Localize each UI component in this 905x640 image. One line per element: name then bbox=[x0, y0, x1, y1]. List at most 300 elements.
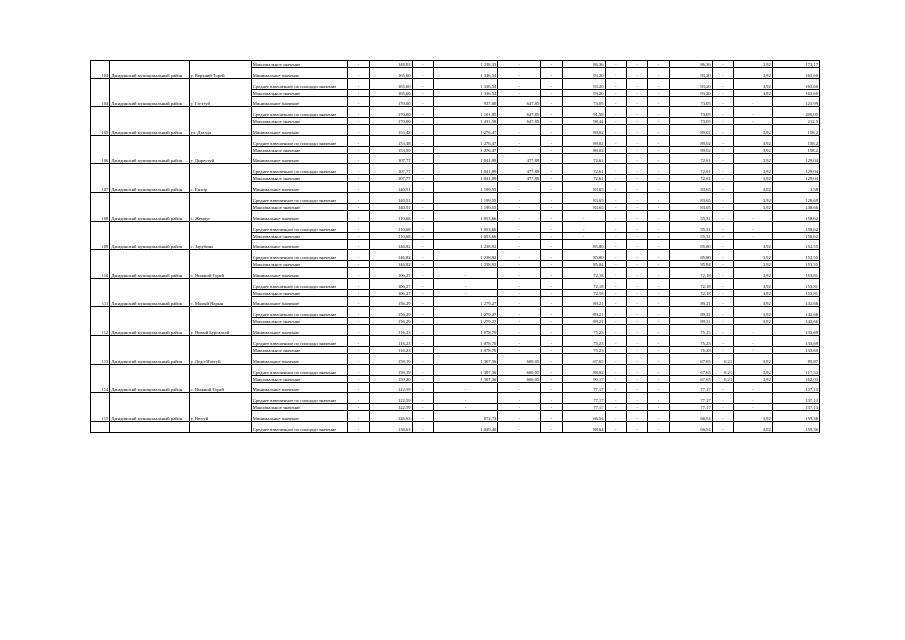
district-cell: Джидинский муниципальный район bbox=[110, 182, 189, 193]
value-cell-14: 162,03 bbox=[772, 375, 819, 382]
value-cell-8: - bbox=[605, 261, 626, 268]
value-cell-13: - bbox=[734, 393, 773, 404]
value-cell-9: - bbox=[626, 289, 647, 296]
value-cell-2: 116,23 bbox=[369, 325, 412, 336]
value-cell-5: 600,05 bbox=[498, 364, 541, 375]
settlement-cell bbox=[189, 261, 251, 268]
table-row bbox=[91, 393, 820, 404]
value-type-cell: Минимальное значение bbox=[251, 125, 347, 136]
value-cell-3: - bbox=[412, 346, 433, 353]
value-cell-5: - bbox=[498, 289, 541, 296]
value-cell-7: 72,18 bbox=[562, 278, 605, 289]
value-cell-13: 3,92 bbox=[734, 296, 773, 307]
value-cell-8: - bbox=[605, 164, 626, 175]
value-cell-3: - bbox=[412, 421, 433, 432]
table-row bbox=[91, 232, 820, 239]
value-cell-9: - bbox=[626, 68, 647, 79]
value-cell-8: - bbox=[605, 61, 626, 68]
district-cell bbox=[110, 107, 189, 118]
value-cell-9: - bbox=[626, 261, 647, 268]
value-cell-8: - bbox=[605, 411, 626, 422]
value-cell-9: - bbox=[626, 203, 647, 210]
value-cell-5: - bbox=[498, 325, 541, 336]
value-cell-6: - bbox=[541, 382, 562, 393]
value-cell-9: - bbox=[626, 278, 647, 289]
value-cell-14: 133,69 bbox=[772, 346, 819, 353]
value-cell-4: - bbox=[434, 393, 498, 404]
value-cell-9: - bbox=[626, 107, 647, 118]
row-number-cell: 109 bbox=[91, 239, 110, 250]
table-row bbox=[91, 261, 820, 268]
row-number-cell: 107 bbox=[91, 182, 110, 193]
value-cell-3: - bbox=[412, 175, 433, 182]
value-cell-1: - bbox=[348, 318, 369, 325]
value-cell-6: - bbox=[541, 221, 562, 232]
value-cell-4: 1 238,33 bbox=[434, 61, 498, 68]
value-cell-13: 3,92 bbox=[734, 61, 773, 68]
value-cell-2: 116,23 bbox=[369, 346, 412, 353]
row-number-cell bbox=[91, 307, 110, 318]
value-cell-4: 1 238,92 bbox=[434, 239, 498, 250]
value-cell-11: 75,23 bbox=[669, 325, 712, 336]
value-cell-3: - bbox=[412, 375, 433, 382]
value-cell-9: - bbox=[626, 335, 647, 346]
value-cell-13: 3,92 bbox=[734, 192, 773, 203]
value-cell-6: - bbox=[541, 232, 562, 239]
value-cell-9: - bbox=[626, 250, 647, 261]
value-cell-3: - bbox=[412, 221, 433, 232]
value-cell-8: - bbox=[605, 382, 626, 393]
value-cell-10: - bbox=[648, 239, 669, 250]
value-cell-10: - bbox=[648, 421, 669, 432]
value-cell-13: 3,92 bbox=[734, 411, 773, 422]
value-cell-7: 89,21 bbox=[562, 318, 605, 325]
value-cell-12: - bbox=[712, 335, 733, 346]
value-cell-13: - bbox=[734, 232, 773, 239]
value-cell-4: 1 276,47 bbox=[434, 146, 498, 153]
value-cell-2: 140,51 bbox=[369, 192, 412, 203]
value-cell-6: - bbox=[541, 354, 562, 365]
value-cell-4: 1 041,89 bbox=[434, 164, 498, 175]
value-cell-6: - bbox=[541, 375, 562, 382]
value-cell-12: - bbox=[712, 135, 733, 146]
table-row bbox=[91, 118, 820, 125]
value-cell-10: - bbox=[648, 296, 669, 307]
value-cell-14: 209,05 bbox=[772, 107, 819, 118]
value-cell-8: - bbox=[605, 78, 626, 89]
value-cell-4: 1 053,66 bbox=[434, 211, 498, 222]
value-cell-1: - bbox=[348, 203, 369, 210]
settlement-cell bbox=[189, 250, 251, 261]
value-cell-12: - bbox=[712, 289, 733, 296]
value-cell-10: - bbox=[648, 107, 669, 118]
row-number-cell bbox=[91, 232, 110, 239]
value-cell-2: 170,00 bbox=[369, 107, 412, 118]
value-cell-7: 83,65 bbox=[562, 203, 605, 210]
value-cell-1: - bbox=[348, 382, 369, 393]
value-cell-10: - bbox=[648, 68, 669, 79]
settlement-cell bbox=[189, 307, 251, 318]
settlement-cell bbox=[189, 278, 251, 289]
value-cell-5: - bbox=[498, 250, 541, 261]
value-cell-12: - bbox=[712, 118, 733, 125]
value-cell-9: - bbox=[626, 393, 647, 404]
settlement-cell: у. Верхний Торей bbox=[189, 68, 251, 79]
value-cell-11: 77,17 bbox=[669, 382, 712, 393]
row-number-cell bbox=[91, 421, 110, 432]
value-cell-12: - bbox=[712, 296, 733, 307]
value-cell-1: - bbox=[348, 404, 369, 411]
value-type-cell: Максимальное значение bbox=[251, 261, 347, 268]
value-cell-9: - bbox=[626, 89, 647, 96]
value-cell-14: 158,62 bbox=[772, 211, 819, 222]
value-type-cell: Минимальное значение bbox=[251, 411, 347, 422]
settlement-cell: у. Гэгэтуй bbox=[189, 96, 251, 107]
value-type-cell: Минимальное значение bbox=[251, 182, 347, 193]
value-cell-7: 85,84 bbox=[562, 261, 605, 268]
table-row bbox=[91, 421, 820, 432]
value-cell-2: 122,59 bbox=[369, 404, 412, 411]
row-number-cell: 108 bbox=[91, 211, 110, 222]
value-cell-13: - bbox=[734, 107, 773, 118]
value-cell-1: - bbox=[348, 118, 369, 125]
value-cell-3: - bbox=[412, 335, 433, 346]
value-cell-4: 1 199,55 bbox=[434, 182, 498, 193]
value-cell-14: 158,2 bbox=[772, 135, 819, 146]
value-cell-14: 148,66 bbox=[772, 203, 819, 210]
value-cell-13: 3,92 bbox=[734, 307, 773, 318]
settlement-cell bbox=[189, 421, 251, 432]
value-cell-11: 67,65 bbox=[669, 375, 712, 382]
table-row bbox=[91, 96, 820, 107]
value-cell-7: 85,80 bbox=[562, 250, 605, 261]
value-cell-5: 600,05 bbox=[498, 354, 541, 365]
value-cell-13: - bbox=[734, 404, 773, 411]
value-cell-13: - bbox=[734, 221, 773, 232]
value-cell-9: - bbox=[626, 325, 647, 336]
table-row bbox=[91, 382, 820, 393]
value-cell-5: - bbox=[498, 382, 541, 393]
value-cell-10: - bbox=[648, 135, 669, 146]
district-cell: Джидинский муниципальный район bbox=[110, 354, 189, 365]
value-cell-8: - bbox=[605, 278, 626, 289]
district-cell bbox=[110, 175, 189, 182]
value-cell-12: - bbox=[712, 146, 733, 153]
value-cell-7: 72,61 bbox=[562, 164, 605, 175]
value-cell-5: 477,89 bbox=[498, 164, 541, 175]
value-cell-2: 156,29 bbox=[369, 296, 412, 307]
value-cell-6: - bbox=[541, 211, 562, 222]
row-number-cell: 112 bbox=[91, 325, 110, 336]
value-cell-11: 66,54 bbox=[669, 411, 712, 422]
value-cell-4: 1 307,36 bbox=[434, 364, 498, 375]
value-cell-14: 153,81 bbox=[772, 268, 819, 279]
value-cell-2: 140,51 bbox=[369, 182, 412, 193]
value-cell-10: - bbox=[648, 89, 669, 96]
value-cell-5: 600,05 bbox=[498, 375, 541, 382]
value-cell-10: - bbox=[648, 289, 669, 296]
value-cell-13: 3,92 bbox=[734, 364, 773, 375]
value-cell-11: 89,02 bbox=[669, 135, 712, 146]
district-cell bbox=[110, 89, 189, 96]
value-cell-12: - bbox=[712, 211, 733, 222]
value-cell-1: - bbox=[348, 192, 369, 203]
settlement-cell bbox=[189, 289, 251, 296]
value-cell-4: 1 041,89 bbox=[434, 175, 498, 182]
table-row bbox=[91, 211, 820, 222]
value-cell-11: 83,65 bbox=[669, 203, 712, 210]
row-number-cell: 115 bbox=[91, 411, 110, 422]
value-cell-8: - bbox=[605, 296, 626, 307]
value-cell-5: - bbox=[498, 278, 541, 289]
value-cell-3: - bbox=[412, 107, 433, 118]
table-row bbox=[91, 411, 820, 422]
table-row bbox=[91, 250, 820, 261]
value-cell-4: 1 307,36 bbox=[434, 354, 498, 365]
value-cell-3: - bbox=[412, 211, 433, 222]
value-cell-12: - bbox=[712, 89, 733, 96]
row-number-cell bbox=[91, 78, 110, 89]
value-cell-1: - bbox=[348, 289, 369, 296]
value-cell-14: 137,13 bbox=[772, 393, 819, 404]
table-row bbox=[91, 335, 820, 346]
value-cell-5: - bbox=[498, 211, 541, 222]
table-row bbox=[91, 182, 820, 193]
district-cell bbox=[110, 278, 189, 289]
value-cell-3: - bbox=[412, 278, 433, 289]
value-cell-6: - bbox=[541, 164, 562, 175]
row-number-cell bbox=[91, 164, 110, 175]
value-cell-12: - bbox=[712, 307, 733, 318]
value-cell-14: 158,2 bbox=[772, 146, 819, 153]
value-cell-12: - bbox=[712, 411, 733, 422]
settlement-cell bbox=[189, 232, 251, 239]
value-cell-3: - bbox=[412, 250, 433, 261]
value-cell-2: 110,68 bbox=[369, 232, 412, 239]
value-type-cell: Максимальное значение bbox=[251, 318, 347, 325]
value-cell-12: 0,21 bbox=[712, 364, 733, 375]
value-cell-4: 1 078,70 bbox=[434, 346, 498, 353]
value-cell-13: 3,92 bbox=[734, 89, 773, 96]
value-cell-8: - bbox=[605, 232, 626, 239]
value-cell-2: 106,27 bbox=[369, 289, 412, 296]
value-cell-2: 156,29 bbox=[369, 307, 412, 318]
value-cell-10: - bbox=[648, 325, 669, 336]
value-type-cell: Максимальное значение bbox=[251, 146, 347, 153]
table-row bbox=[91, 354, 820, 365]
value-cell-8: - bbox=[605, 221, 626, 232]
settlement-cell: у. Додо-Ичетуй bbox=[189, 354, 251, 365]
value-cell-1: - bbox=[348, 221, 369, 232]
value-cell-11: 85,80 bbox=[669, 239, 712, 250]
value-cell-5: - bbox=[498, 404, 541, 411]
settlement-cell: с. Нижний Торей bbox=[189, 382, 251, 393]
value-cell-1: - bbox=[348, 211, 369, 222]
value-cell-10: - bbox=[648, 335, 669, 346]
table-row bbox=[91, 307, 820, 318]
value-cell-10: - bbox=[648, 175, 669, 182]
value-cell-6: - bbox=[541, 192, 562, 203]
value-cell-5: - bbox=[498, 203, 541, 210]
row-number-cell bbox=[91, 289, 110, 296]
value-cell-5: - bbox=[498, 411, 541, 422]
row-number-cell: 110 bbox=[91, 268, 110, 279]
value-cell-6: - bbox=[541, 335, 562, 346]
value-cell-10: - bbox=[648, 232, 669, 239]
value-cell-13: - bbox=[734, 325, 773, 336]
value-cell-1: - bbox=[348, 250, 369, 261]
cadastral-value-table bbox=[90, 60, 820, 433]
value-cell-13: 3,92 bbox=[734, 261, 773, 268]
value-cell-13: 3,92 bbox=[734, 318, 773, 325]
value-cell-8: - bbox=[605, 192, 626, 203]
value-cell-8: - bbox=[605, 146, 626, 153]
value-cell-1: - bbox=[348, 146, 369, 153]
value-cell-9: - bbox=[626, 268, 647, 279]
value-cell-4: 1 238,92 bbox=[434, 250, 498, 261]
table-row bbox=[91, 239, 820, 250]
value-cell-10: - bbox=[648, 164, 669, 175]
district-cell bbox=[110, 421, 189, 432]
value-cell-14: 153,81 bbox=[772, 278, 819, 289]
district-cell bbox=[110, 250, 189, 261]
row-number-cell bbox=[91, 375, 110, 382]
value-cell-11: 75,23 bbox=[669, 335, 712, 346]
settlement-cell: у. Нюгуй bbox=[189, 411, 251, 422]
value-cell-4: 1 078,70 bbox=[434, 325, 498, 336]
value-cell-4: - bbox=[434, 278, 498, 289]
value-cell-6: - bbox=[541, 393, 562, 404]
value-cell-1: - bbox=[348, 393, 369, 404]
value-cell-12: - bbox=[712, 221, 733, 232]
row-number-cell bbox=[91, 118, 110, 125]
value-cell-3: - bbox=[412, 404, 433, 411]
district-cell bbox=[110, 261, 189, 268]
value-cell-8: - bbox=[605, 307, 626, 318]
district-cell bbox=[110, 375, 189, 382]
value-cell-8: - bbox=[605, 250, 626, 261]
value-cell-12: - bbox=[712, 232, 733, 239]
value-cell-4: 1 336,54 bbox=[434, 78, 498, 89]
value-cell-5: 477,89 bbox=[498, 175, 541, 182]
value-type-cell: Минимальное значение bbox=[251, 211, 347, 222]
document-sheet bbox=[90, 60, 820, 433]
value-cell-9: - bbox=[626, 382, 647, 393]
table-row bbox=[91, 153, 820, 164]
value-cell-11: 73,05 bbox=[669, 96, 712, 107]
value-cell-2: 146,82 bbox=[369, 239, 412, 250]
value-cell-6: - bbox=[541, 289, 562, 296]
value-cell-11: 72,61 bbox=[669, 153, 712, 164]
district-cell: Джидинский муниципальный район bbox=[110, 239, 189, 250]
value-type-cell: Максимальное значение bbox=[251, 118, 347, 125]
settlement-cell bbox=[189, 221, 251, 232]
value-type-cell: Среднее взвешенное по площади значение bbox=[251, 250, 347, 261]
settlement-cell bbox=[189, 89, 251, 96]
value-cell-14: 165,60 bbox=[772, 78, 819, 89]
value-cell-3: - bbox=[412, 68, 433, 79]
value-cell-1: - bbox=[348, 107, 369, 118]
table-row bbox=[91, 146, 820, 153]
value-cell-8: - bbox=[605, 125, 626, 136]
value-cell-7: 88,82 bbox=[562, 364, 605, 375]
table-row bbox=[91, 221, 820, 232]
district-cell bbox=[110, 393, 189, 404]
value-cell-7: 77,17 bbox=[562, 393, 605, 404]
value-cell-11: 75,23 bbox=[669, 346, 712, 353]
value-cell-4: 1 279,27 bbox=[434, 318, 498, 325]
value-type-cell: Максимальное значение bbox=[251, 404, 347, 411]
value-cell-9: - bbox=[626, 318, 647, 325]
settlement-cell bbox=[189, 118, 251, 125]
value-cell-13: 3,92 bbox=[734, 68, 773, 79]
settlement-cell: с. Нижний Торей bbox=[189, 268, 251, 279]
settlement-cell: с. Зарубино bbox=[189, 239, 251, 250]
value-cell-9: - bbox=[626, 346, 647, 353]
row-number-cell bbox=[91, 346, 110, 353]
value-cell-10: - bbox=[648, 261, 669, 268]
value-cell-8: - bbox=[605, 153, 626, 164]
value-type-cell: Минимальное значение bbox=[251, 325, 347, 336]
value-cell-1: - bbox=[348, 125, 369, 136]
value-cell-7: 77,17 bbox=[562, 382, 605, 393]
value-cell-14: 129,04 bbox=[772, 164, 819, 175]
value-type-cell: Максимальное значение bbox=[251, 89, 347, 96]
settlement-cell bbox=[189, 135, 251, 146]
value-cell-12: - bbox=[712, 421, 733, 432]
district-cell bbox=[110, 335, 189, 346]
value-cell-9: - bbox=[626, 364, 647, 375]
row-number-cell: 105 bbox=[91, 125, 110, 136]
settlement-cell bbox=[189, 78, 251, 89]
value-cell-5: - bbox=[498, 221, 541, 232]
table-row bbox=[91, 325, 820, 336]
value-cell-6: - bbox=[541, 325, 562, 336]
value-cell-10: - bbox=[648, 78, 669, 89]
value-cell-8: - bbox=[605, 375, 626, 382]
value-cell-9: - bbox=[626, 239, 647, 250]
value-cell-3: - bbox=[412, 146, 433, 153]
value-cell-3: - bbox=[412, 325, 433, 336]
value-cell-14: 173,17 bbox=[772, 61, 819, 68]
value-cell-6: - bbox=[541, 318, 562, 325]
value-cell-4: 1 041,89 bbox=[434, 153, 498, 164]
value-cell-5: - bbox=[498, 125, 541, 136]
value-cell-1: - bbox=[348, 239, 369, 250]
value-cell-9: - bbox=[626, 232, 647, 239]
table-row bbox=[91, 278, 820, 289]
value-cell-6: - bbox=[541, 135, 562, 146]
value-cell-13: 3,92 bbox=[734, 250, 773, 261]
value-cell-8: - bbox=[605, 135, 626, 146]
value-cell-13: - bbox=[734, 118, 773, 125]
settlement-cell bbox=[189, 146, 251, 153]
value-cell-4: 1 053,66 bbox=[434, 232, 498, 239]
district-cell bbox=[110, 203, 189, 210]
value-cell-1: - bbox=[348, 153, 369, 164]
district-cell: Джидинский муниципальный район bbox=[110, 411, 189, 422]
value-cell-3: - bbox=[412, 364, 433, 375]
value-cell-11: 89,02 bbox=[669, 125, 712, 136]
value-cell-1: - bbox=[348, 175, 369, 182]
value-cell-8: - bbox=[605, 354, 626, 365]
table-row bbox=[91, 203, 820, 210]
value-cell-11: 77,17 bbox=[669, 404, 712, 411]
value-cell-7: 72,61 bbox=[562, 175, 605, 182]
value-cell-13: - bbox=[734, 346, 773, 353]
value-cell-5: - bbox=[498, 239, 541, 250]
district-cell: Джидинский муниципальный район bbox=[110, 268, 189, 279]
